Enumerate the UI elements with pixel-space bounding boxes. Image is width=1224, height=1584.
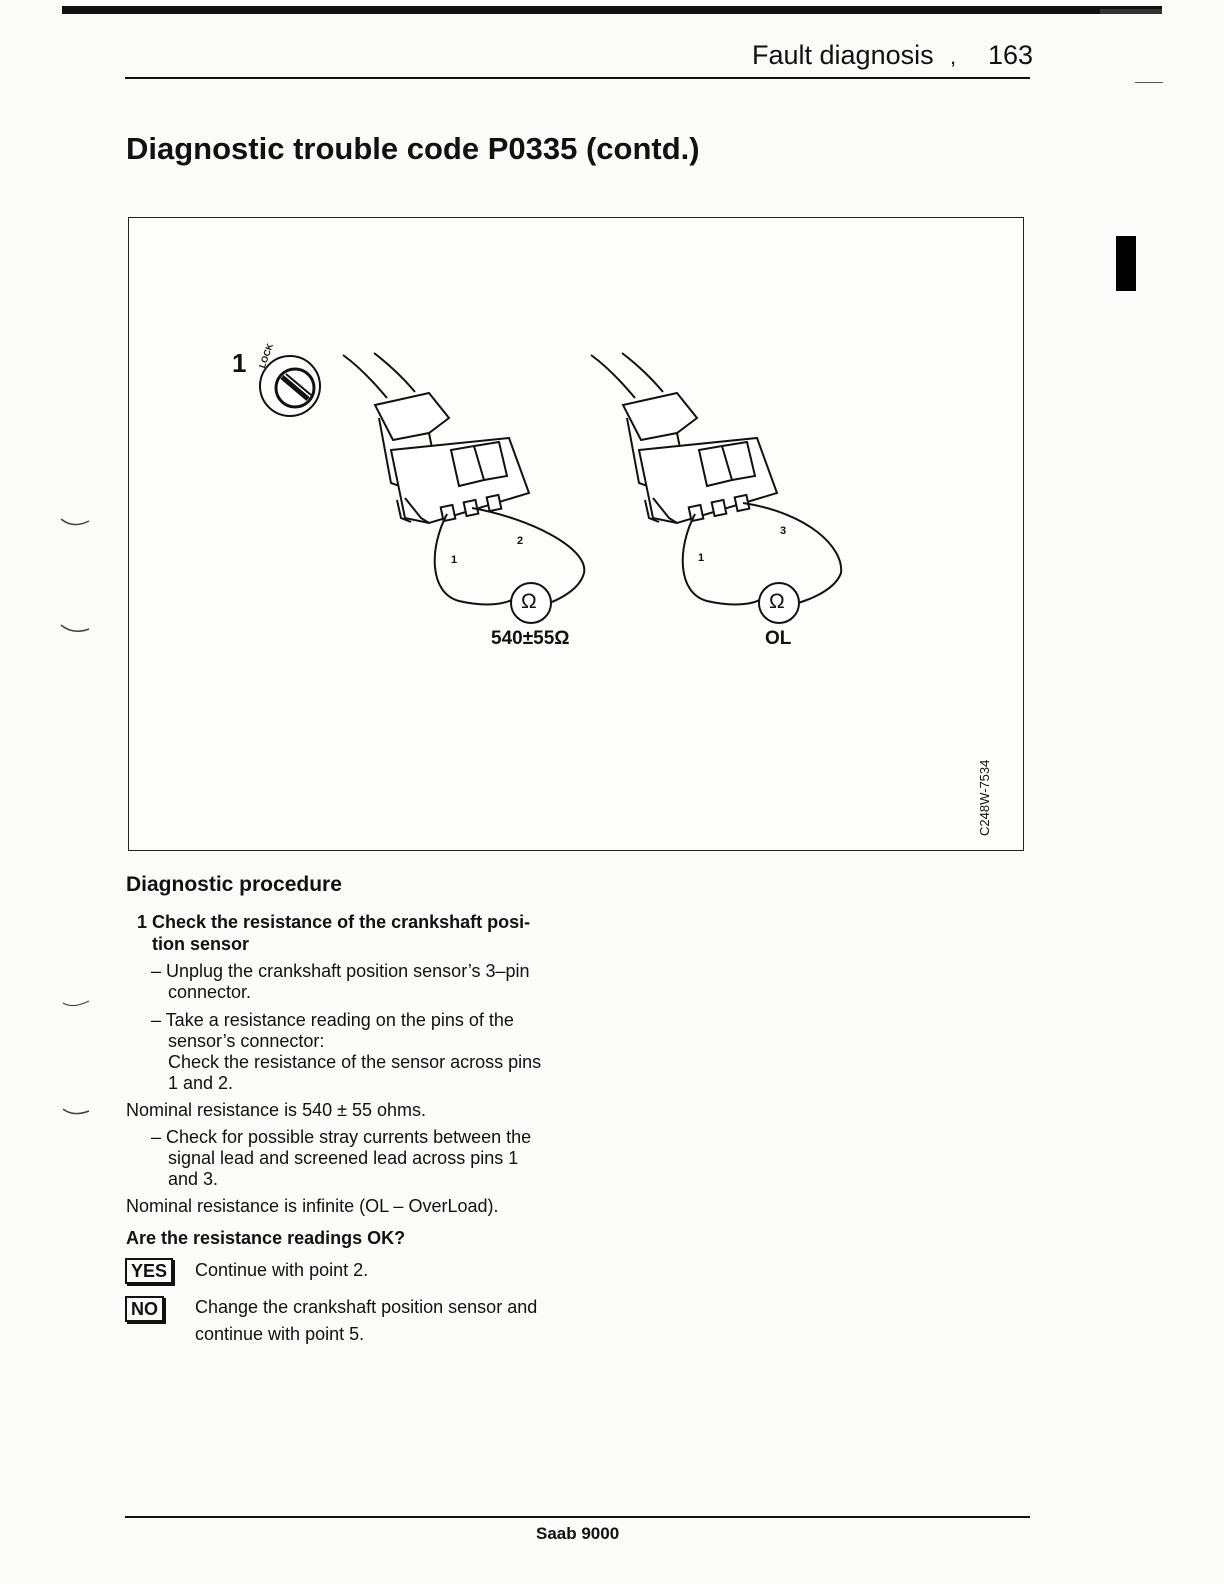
bullet-stray-line3: and 3. — [168, 1169, 219, 1189]
bullet-reading-line4: 1 and 2. — [168, 1073, 234, 1093]
bullet-reading-line2: sensor’s connector: — [168, 1031, 325, 1051]
connector-diagram — [128, 217, 1024, 851]
right-pin-label-3: 3 — [780, 525, 787, 537]
left-pin-label-1: 1 — [451, 554, 458, 566]
nominal-resistance-2: Nominal resistance is infinite (OL – OverLoad). — [126, 1196, 499, 1216]
nominal-resistance-1: Nominal resistance is 540 ± 55 ohms. — [126, 1100, 427, 1120]
left-pin-label-2: 2 — [517, 535, 524, 547]
header-rule — [125, 77, 1030, 79]
page-number: 163 — [988, 40, 1034, 70]
step-1-heading — [137, 911, 557, 955]
top-scan-bar-end — [1100, 9, 1162, 14]
bullet-reading-line3: Check the resistance of the sensor across pins — [168, 1052, 542, 1072]
bullet-stray-currents — [151, 1127, 556, 1190]
binding-hole-marks — [55, 505, 95, 1125]
step-1-heading-line2: tion sensor — [152, 934, 250, 954]
thumb-index-tab — [1116, 236, 1136, 291]
top-scan-bar — [62, 6, 1162, 14]
left-ohmmeter-symbol: Ω — [521, 590, 537, 613]
figure-code: C248W-7534 — [977, 759, 992, 836]
no-answer-line2: continue with point 5. — [195, 1324, 365, 1344]
yes-answer-text: Continue with point 2. — [195, 1260, 369, 1280]
yes-label: YES — [125, 1258, 173, 1284]
right-pin-label-1: 1 — [698, 552, 705, 564]
right-resistance-reading: OL — [765, 628, 792, 649]
lock-label: LOCK — [257, 342, 276, 370]
edge-mark — [1135, 82, 1163, 83]
bullet-unplug-line1: – Unplug the crankshaft position sensor’s 3–pin — [151, 961, 530, 981]
bullet-reading-line1: – Take a resistance reading on the pins of the — [151, 1010, 514, 1030]
left-connector — [343, 353, 584, 623]
bullet-reading — [151, 1010, 556, 1094]
bullet-unplug — [151, 961, 556, 1003]
header-section-title: Fault diagnosis — [752, 40, 934, 70]
no-label: NO — [125, 1296, 164, 1322]
left-resistance-reading: 540±55Ω — [491, 628, 570, 649]
step-number: 1 — [232, 348, 247, 378]
ignition-lock-icon — [260, 356, 320, 416]
bullet-stray-line1: – Check for possible stray currents between the — [151, 1127, 532, 1147]
bullet-unplug-line2: connector. — [168, 982, 252, 1002]
right-ohmmeter-symbol: Ω — [769, 590, 785, 613]
connector-illustration — [129, 218, 1025, 852]
step-1-heading-line1: 1 Check the resistance of the crankshaft posi- — [137, 912, 531, 932]
bullet-stray-line2: signal lead and screened lead across pins 1 — [168, 1148, 519, 1168]
footer-model: Saab 9000 — [536, 1524, 620, 1543]
footer-rule — [125, 1516, 1030, 1518]
no-answer-line1: Change the crankshaft position sensor and — [195, 1297, 538, 1317]
page-title: Diagnostic trouble code P0335 (contd.) — [126, 131, 700, 166]
header-separator: , — [950, 44, 957, 69]
procedure-heading: Diagnostic procedure — [126, 873, 342, 896]
no-answer-text — [195, 1294, 565, 1348]
right-connector — [591, 353, 841, 623]
decision-question: Are the resistance readings OK? — [126, 1228, 406, 1248]
